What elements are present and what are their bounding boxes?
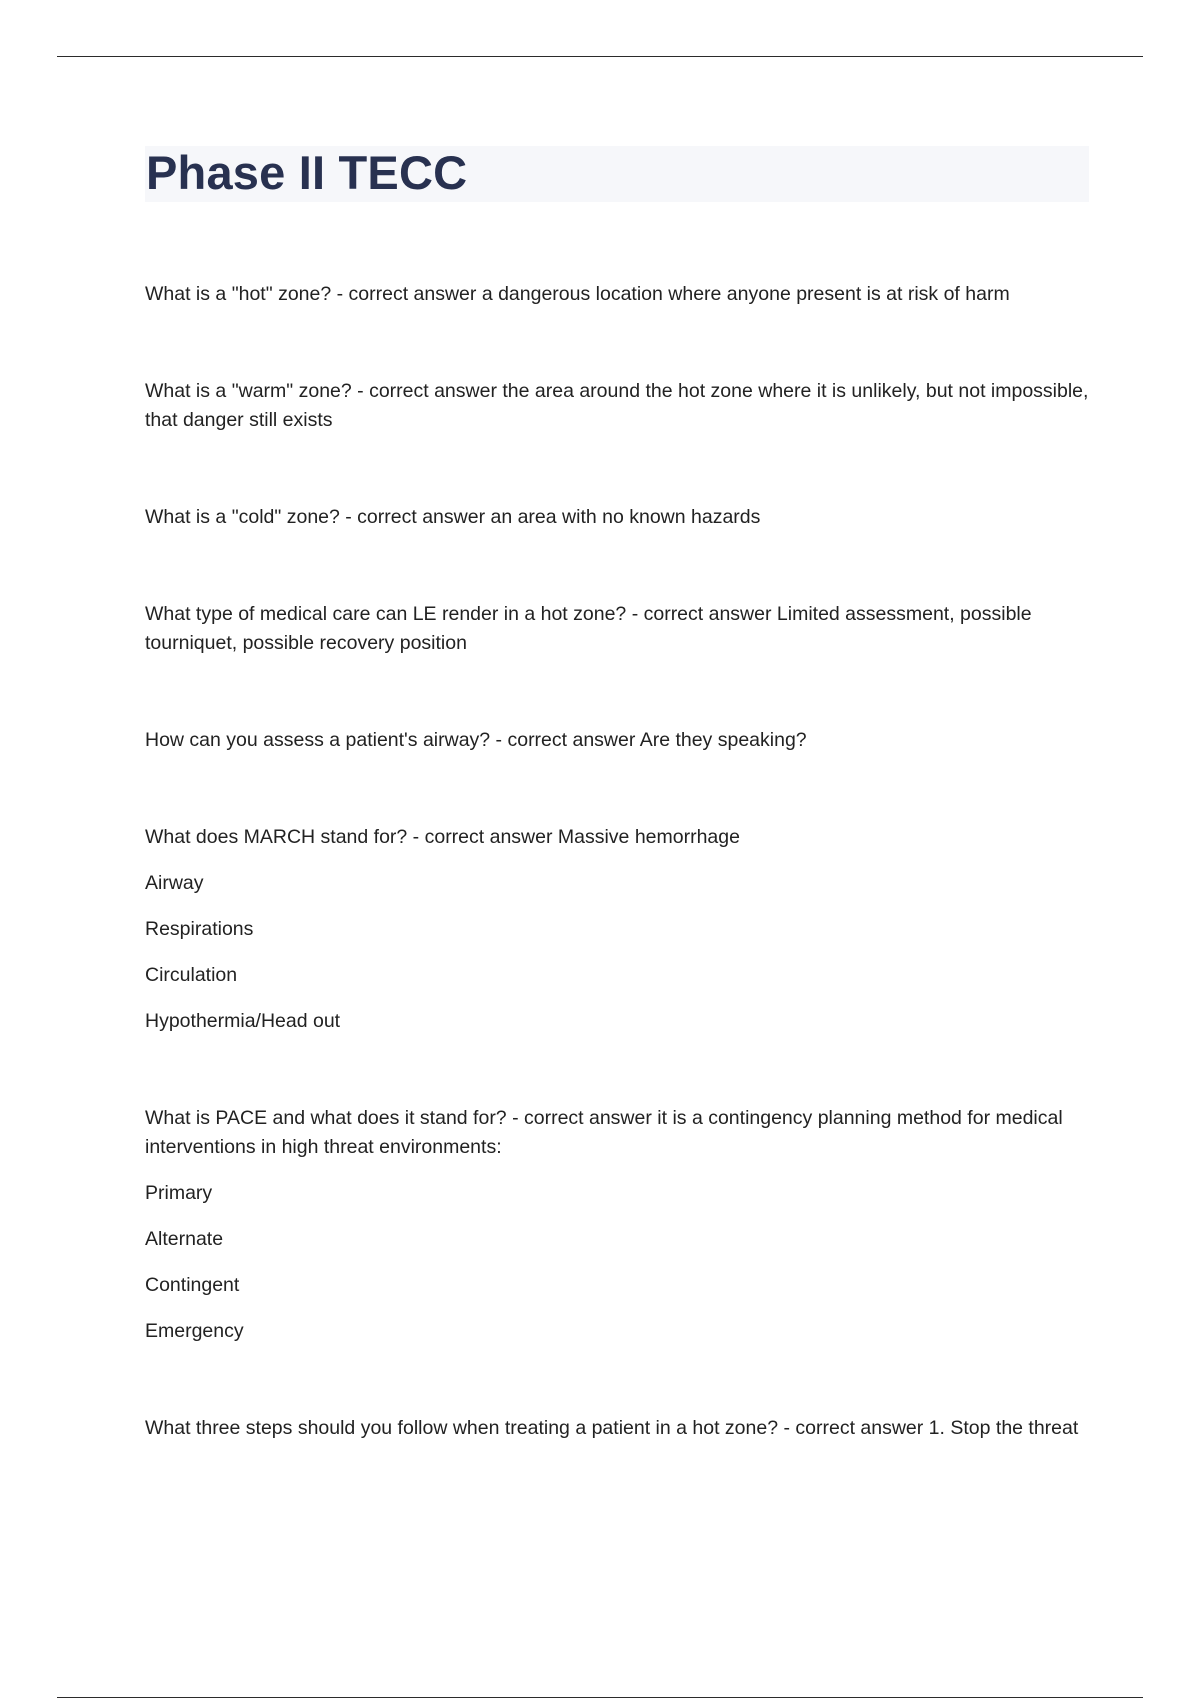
qa-text: What is a "hot" zone? - correct answer a dangerous location where anyone present is at risk of harm <box>145 283 1010 305</box>
qa-subline: Primary <box>145 1182 213 1204</box>
qa-text: What is a "warm" zone? - correct answer the area around the hot zone where it is unlikely, but not impossible, that danger still exists <box>145 380 1089 431</box>
bottom-rule <box>57 1697 1143 1698</box>
qa-item-march <box>145 823 1090 1036</box>
qa-subline: Contingent <box>145 1274 240 1296</box>
qa-item-hot-zone <box>145 280 1090 309</box>
qa-item-hot-zone-care <box>145 600 1090 658</box>
top-rule <box>57 56 1143 57</box>
qa-text: What three steps should you follow when treating a patient in a hot zone? - correct answer 1. Stop the threat <box>145 1417 1079 1439</box>
qa-subline: Circulation <box>145 964 238 986</box>
qa-item-cold-zone <box>145 503 1090 532</box>
qa-item-pace <box>145 1104 1090 1346</box>
qa-item-three-steps <box>145 1414 1090 1443</box>
qa-text: What is PACE and what does it stand for? - correct answer it is a contingency planning method for medical interventions in high threat environments: <box>145 1107 1063 1158</box>
page-title: Phase II TECC <box>146 146 468 199</box>
qa-subline: Airway <box>145 872 204 894</box>
qa-text: What type of medical care can LE render in a hot zone? - correct answer Limited assessment, possible tourniquet, possible recovery position <box>145 603 1032 654</box>
qa-text: What is a "cold" zone? - correct answer an area with no known hazards <box>145 506 761 528</box>
qa-text: What does MARCH stand for? - correct answer Massive hemorrhage <box>145 826 740 848</box>
qa-text: How can you assess a patient's airway? - correct answer Are they speaking? <box>145 729 807 751</box>
qa-list <box>145 280 1090 1511</box>
qa-subline: Emergency <box>145 1320 244 1342</box>
qa-subline: Hypothermia/Head out <box>145 1010 341 1032</box>
qa-subline: Respirations <box>145 918 254 940</box>
qa-subline: Alternate <box>145 1228 224 1250</box>
qa-item-airway <box>145 726 1090 755</box>
qa-item-warm-zone <box>145 377 1090 435</box>
